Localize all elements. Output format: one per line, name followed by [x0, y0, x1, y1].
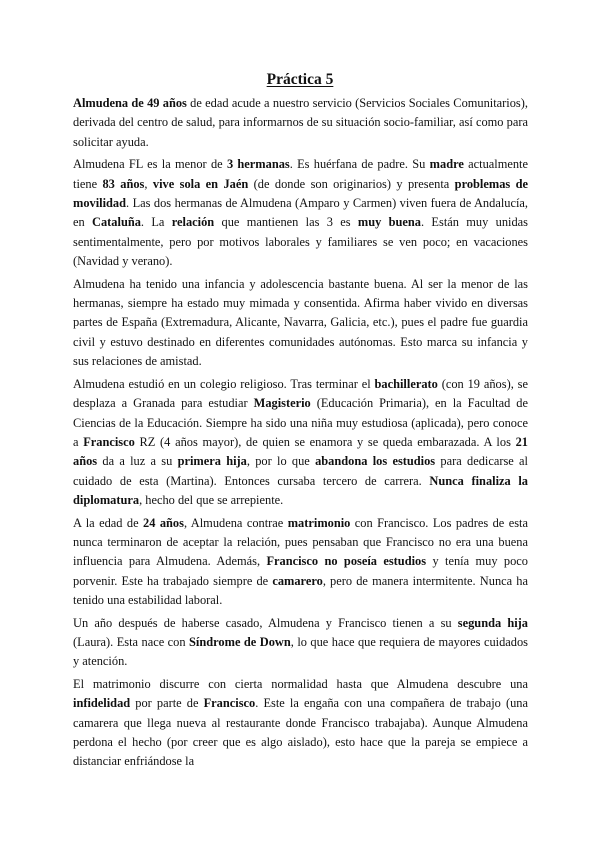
bold-text: primera hija [177, 454, 247, 469]
text-run: (Educación Primaria), en la Facultad de Ciencias de la Educación. Siempre ha sido una niña muy estudiosa (aplicada), pero conoce a [73, 396, 529, 449]
text-run: A la edad de [73, 515, 144, 530]
text-run: y tenía muy poco porvenir. Este ha trabajado siempre de [73, 554, 529, 588]
bold-text: Magisterio [253, 396, 311, 411]
text-run: por parte de [130, 696, 204, 711]
bold-text: Cataluña [92, 215, 141, 230]
text-run: actualmente tiene [73, 157, 528, 191]
text-run: , hecho del que se arrepiente. [139, 493, 284, 508]
text-run: , Almudena contrae [183, 515, 288, 530]
text-run: . Es huérfana de padre. Su [289, 157, 430, 172]
bold-text: 83 años [102, 176, 145, 191]
text-run: da a luz a su [97, 454, 178, 469]
paragraph-6 [73, 614, 528, 672]
text-run: El matrimonio discurre con cierta normalidad hasta que Almudena descubre una [73, 676, 528, 691]
bold-text: infidelidad [73, 696, 131, 711]
text-run: con Francisco. Los padres de esta nunca terminaron de aceptar la relación, pues pensaban que Francisco no era una buena influencia para Almudena. Además, [73, 515, 528, 569]
text-run: . Este la engaña con una compañera de trabajo (una camarera que llega nueva al restaurante donde Francisco trabajaba). Aunque Almudena perdona el hecho (por creer que es algo aislado), esto hace que la pareja se empiece a distanciar enfriándose la [73, 696, 528, 769]
text-run: Almudena estudió en un colegio religioso. Tras terminar el [73, 376, 375, 391]
text-run: para dedicarse al cuidado de esta (Martina). Entonces cursaba tercero de carrera. [73, 454, 528, 488]
bold-text: bachillerato [374, 376, 438, 391]
text-run: . Las dos hermanas de Almudena (Amparo y Carmen) viven fuera de Andalucía, en [73, 196, 528, 230]
bold-text: vive sola en Jaén [152, 176, 249, 191]
text-run: Un año después de haberse casado, Almudena y Francisco tienen a su [73, 615, 458, 630]
text-run: (Laura). Esta nace con [73, 634, 190, 649]
paragraph-7 [73, 675, 528, 772]
bold-text: Síndrome de Down [189, 634, 291, 649]
document-body [73, 94, 528, 775]
text-run: RZ (4 años mayor), de quien se enamora y se queda embarazada. A los [134, 434, 516, 449]
bold-text: matrimonio [287, 515, 351, 530]
paragraph-1 [73, 94, 528, 152]
text-run: Almudena FL es la menor de [73, 157, 227, 172]
bold-text: 24 años [143, 515, 184, 530]
text-run: , por lo que [246, 454, 316, 469]
text-run: que mantienen las 3 es [214, 215, 358, 230]
bold-text: segunda hija [457, 615, 528, 630]
text-run: . Están muy unidas sentimentalmente, pero por motivos laborales y familiares se ven poco; en vacaciones (Navidad y verano). [73, 215, 528, 269]
paragraph-3 [73, 275, 528, 372]
text-run: , [144, 176, 153, 191]
text-run: Almudena ha tenido una infancia y adolescencia bastante buena. Al ser la menor de las hermanas, siempre ha estado muy mimada y consentida. Afirma haber vivido en diversas partes de España (Extremadura, Alicante, Navarra, Galicia, etc.), pues el padre fue guardia civil y estuvo destinado en diferentes comunidades autónomas. Esto marca su infancia y sus relaciones de amistad. [73, 276, 528, 369]
paragraph-2 [73, 155, 528, 271]
text-run: , pero de manera intermitente. Nunca ha tenido una estabilidad laboral. [73, 573, 528, 608]
bold-text: problemas de movilidad [73, 176, 528, 211]
bold-text: Nunca finaliza la diplomatura [73, 473, 528, 508]
text-run: , lo que hace que requiera de mayores cuidados y atención. [73, 634, 528, 669]
paragraph-5 [73, 514, 528, 611]
bold-text: relación [171, 215, 215, 230]
bold-text: abandona los estudios [315, 454, 436, 469]
bold-text: 3 hermanas [226, 157, 290, 172]
bold-text: 21 años [73, 434, 528, 469]
bold-text: camarero [272, 573, 323, 588]
bold-text: Francisco no poseía estudios [266, 554, 427, 569]
bold-text: muy buena [357, 215, 422, 230]
page-title: Práctica 5 [266, 71, 334, 88]
bold-text: madre [429, 157, 464, 172]
bold-text: Almudena de 49 años [73, 96, 187, 110]
text-run: de edad acude a nuestro servicio (Servicios Sociales Comunitarios), derivada del centro de salud, para informarnos de su situación socio-familiar, así como para solicitar ayuda. [73, 96, 528, 149]
text-run: (de donde son originarios) y presenta [248, 176, 455, 191]
text-run: . La [140, 215, 172, 230]
text-run: (con 19 años), se desplaza a Granada para estudiar [73, 376, 528, 411]
bold-text: Francisco [83, 434, 135, 449]
paragraph-4 [73, 375, 528, 511]
bold-text: Francisco [203, 696, 256, 711]
